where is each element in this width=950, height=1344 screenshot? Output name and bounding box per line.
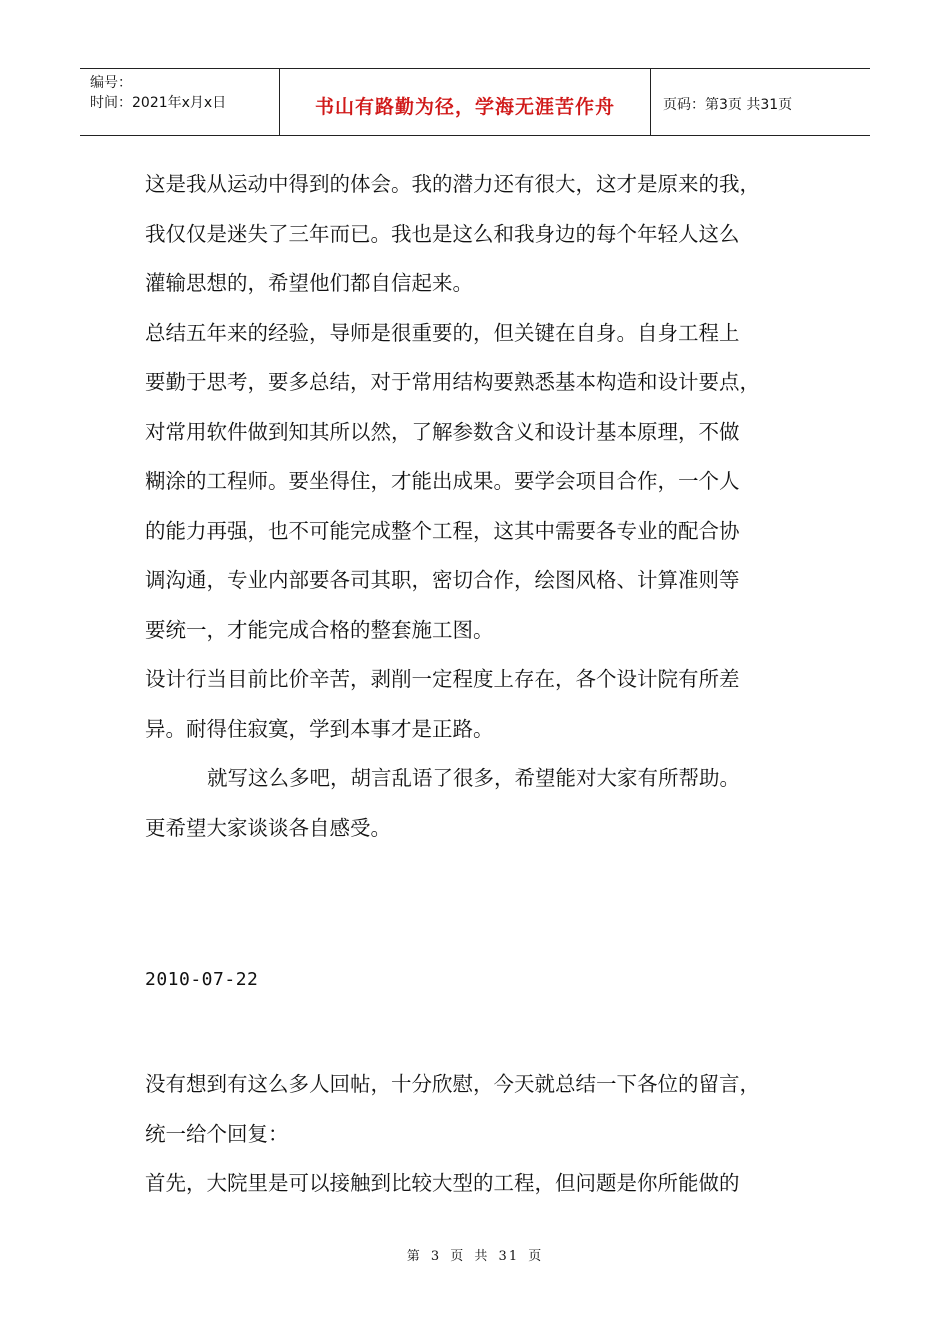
header-page-info: 页码：第3页 共31页 bbox=[663, 97, 793, 113]
body-line: 更希望大家谈谈各自感受。 bbox=[145, 815, 391, 840]
page-footer: 第 3 页 共 31 页 bbox=[406, 1249, 544, 1264]
header-meta-cell bbox=[80, 69, 280, 135]
body-line: 灌输思想的，希望他们都自信起来。 bbox=[145, 271, 473, 295]
body-line: 设计行当目前比价辛苦，剥削一定程度上存在，各个设计院有所差 bbox=[145, 667, 740, 691]
body-line: 统一给个回复： bbox=[145, 1121, 289, 1146]
body-line: 的能力再强，也不可能完成整个工程，这其中需要各专业的配合协 bbox=[145, 518, 740, 543]
body-line: 要统一，才能完成合格的整套施工图。 bbox=[145, 617, 494, 642]
post-date: 2010-07-22 bbox=[145, 969, 259, 990]
body-line: 首先，大院里是可以接触到比较大型的工程，但问题是你所能做的 bbox=[145, 1171, 740, 1195]
body-line: 这是我从运动中得到的体会。我的潜力还有很大，这才是原来的我， bbox=[145, 172, 760, 196]
document-body-continued bbox=[145, 1060, 825, 1209]
body-line: 异。耐得住寂寞，学到本事才是正路。 bbox=[145, 716, 494, 741]
header-motto: 书山有路勤为径，学海无涯苦作舟 bbox=[280, 69, 651, 135]
body-line: 调沟通，专业内部要各司其职，密切合作，绘图风格、计算准则等 bbox=[145, 568, 740, 592]
body-line: 没有想到有这么多人回帖，十分欣慰，今天就总结一下各位的留言， bbox=[145, 1072, 760, 1096]
body-line: 对常用软件做到知其所以然，了解参数含义和设计基本原理，不做 bbox=[145, 419, 740, 444]
body-line: 就写这么多吧，胡言乱语了很多，希望能对大家有所帮助。 bbox=[207, 766, 740, 790]
serial-number-label: 编号： bbox=[90, 75, 132, 91]
body-line: 总结五年来的经验，导师是很重要的，但关键在自身。自身工程上 bbox=[145, 320, 740, 345]
body-line: 我仅仅是迷失了三年而已。我也是这么和我身边的每个年轻人这么 bbox=[145, 221, 740, 246]
time-label: 时间：2021年x月x日 bbox=[90, 95, 227, 111]
body-line: 糊涂的工程师。要坐得住，才能出成果。要学会项目合作，一个人 bbox=[145, 469, 740, 493]
body-line: 要勤于思考，要多总结，对于常用结构要熟悉基本构造和设计要点， bbox=[145, 370, 760, 394]
document-body bbox=[145, 160, 825, 853]
document-header bbox=[80, 68, 870, 136]
